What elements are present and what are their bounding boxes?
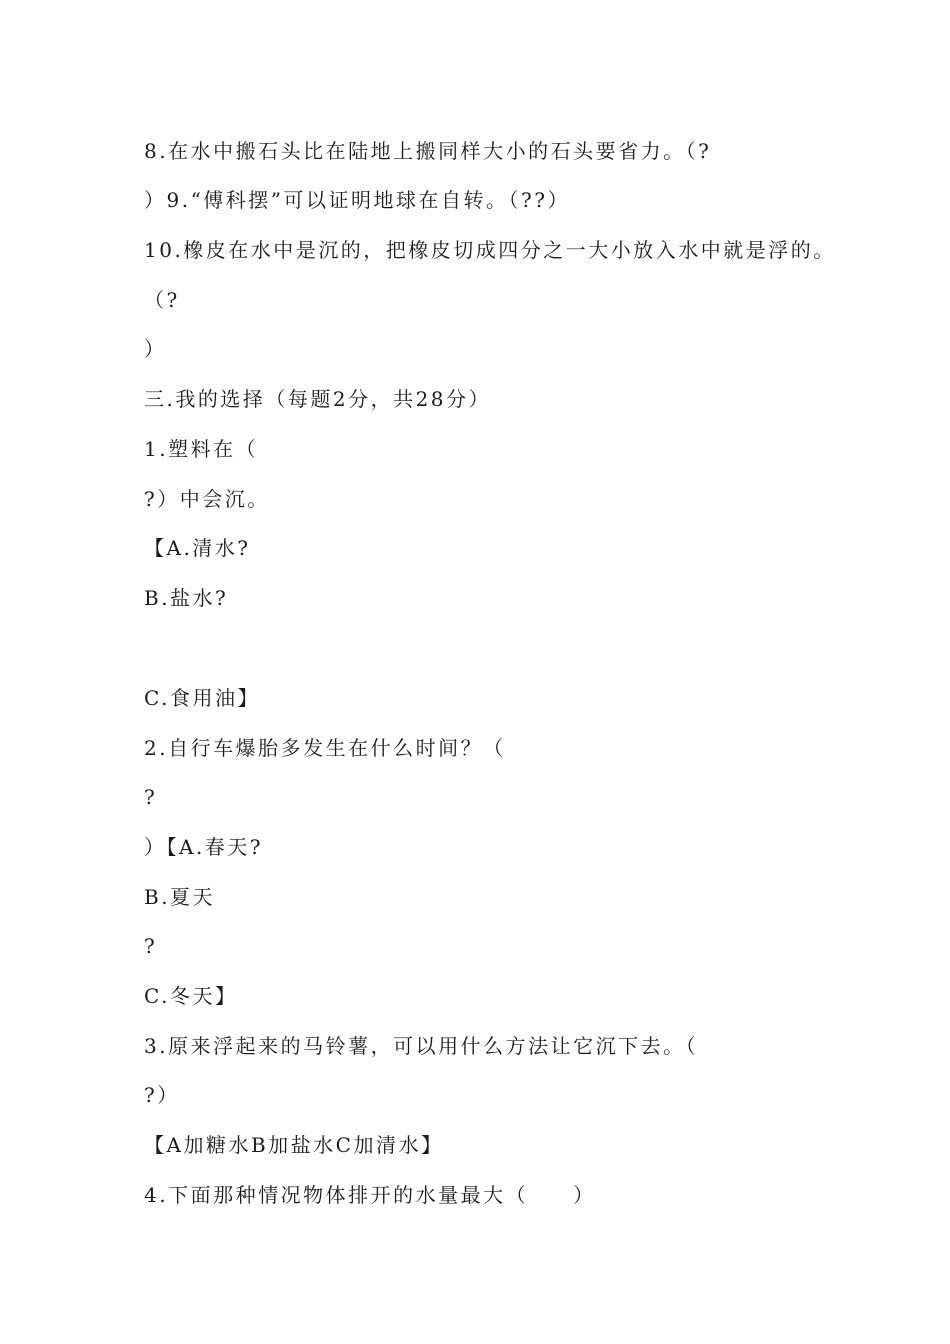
choice-3-question: 3.原来浮起来的马铃薯，可以用什么方法让它沉下去。（ — [144, 1034, 699, 1058]
question-10-line: 10.橡皮在水中是沉的，把橡皮切成四分之一大小放入水中就是浮的。 — [144, 238, 836, 262]
choice-4-question: 4.下面那种情况物体排开的水量最大（ ） — [144, 1183, 596, 1207]
choice-1-option-b: B.盐水? — [144, 586, 229, 610]
choice-2-blank-2: ? — [144, 934, 158, 958]
section-three-heading: 三.我的选择（每题2分，共28分） — [144, 387, 492, 411]
choice-2-question: 2.自行车爆胎多发生在什么时间？（ — [144, 736, 506, 760]
question-8-line: 8.在水中搬石头比在陆地上搬同样大小的石头要省力。（? — [144, 139, 712, 163]
choice-1-option-a: 【A.清水? — [144, 536, 251, 560]
choice-1-question-cont: ?）中会沉。 — [144, 487, 270, 511]
choice-2-option-b: B.夏天 — [144, 885, 216, 909]
question-10-bracket-close: ） — [144, 337, 167, 361]
choice-3-options: 【A加糖水B加盐水C加清水】 — [144, 1133, 444, 1157]
choice-2-option-a: ）【A.春天? — [144, 835, 264, 859]
question-9-line: ）9.“傅科摆”可以证明地球在自转。（??） — [144, 188, 570, 212]
choice-2-option-c: C.冬天】 — [144, 984, 238, 1008]
choice-1-option-c: C.食用油】 — [144, 686, 260, 710]
choice-2-blank: ? — [144, 785, 158, 809]
choice-1-question: 1.塑料在（ — [144, 437, 259, 461]
question-10-bracket-open: （? — [144, 288, 180, 312]
choice-3-blank: ?） — [144, 1083, 180, 1107]
